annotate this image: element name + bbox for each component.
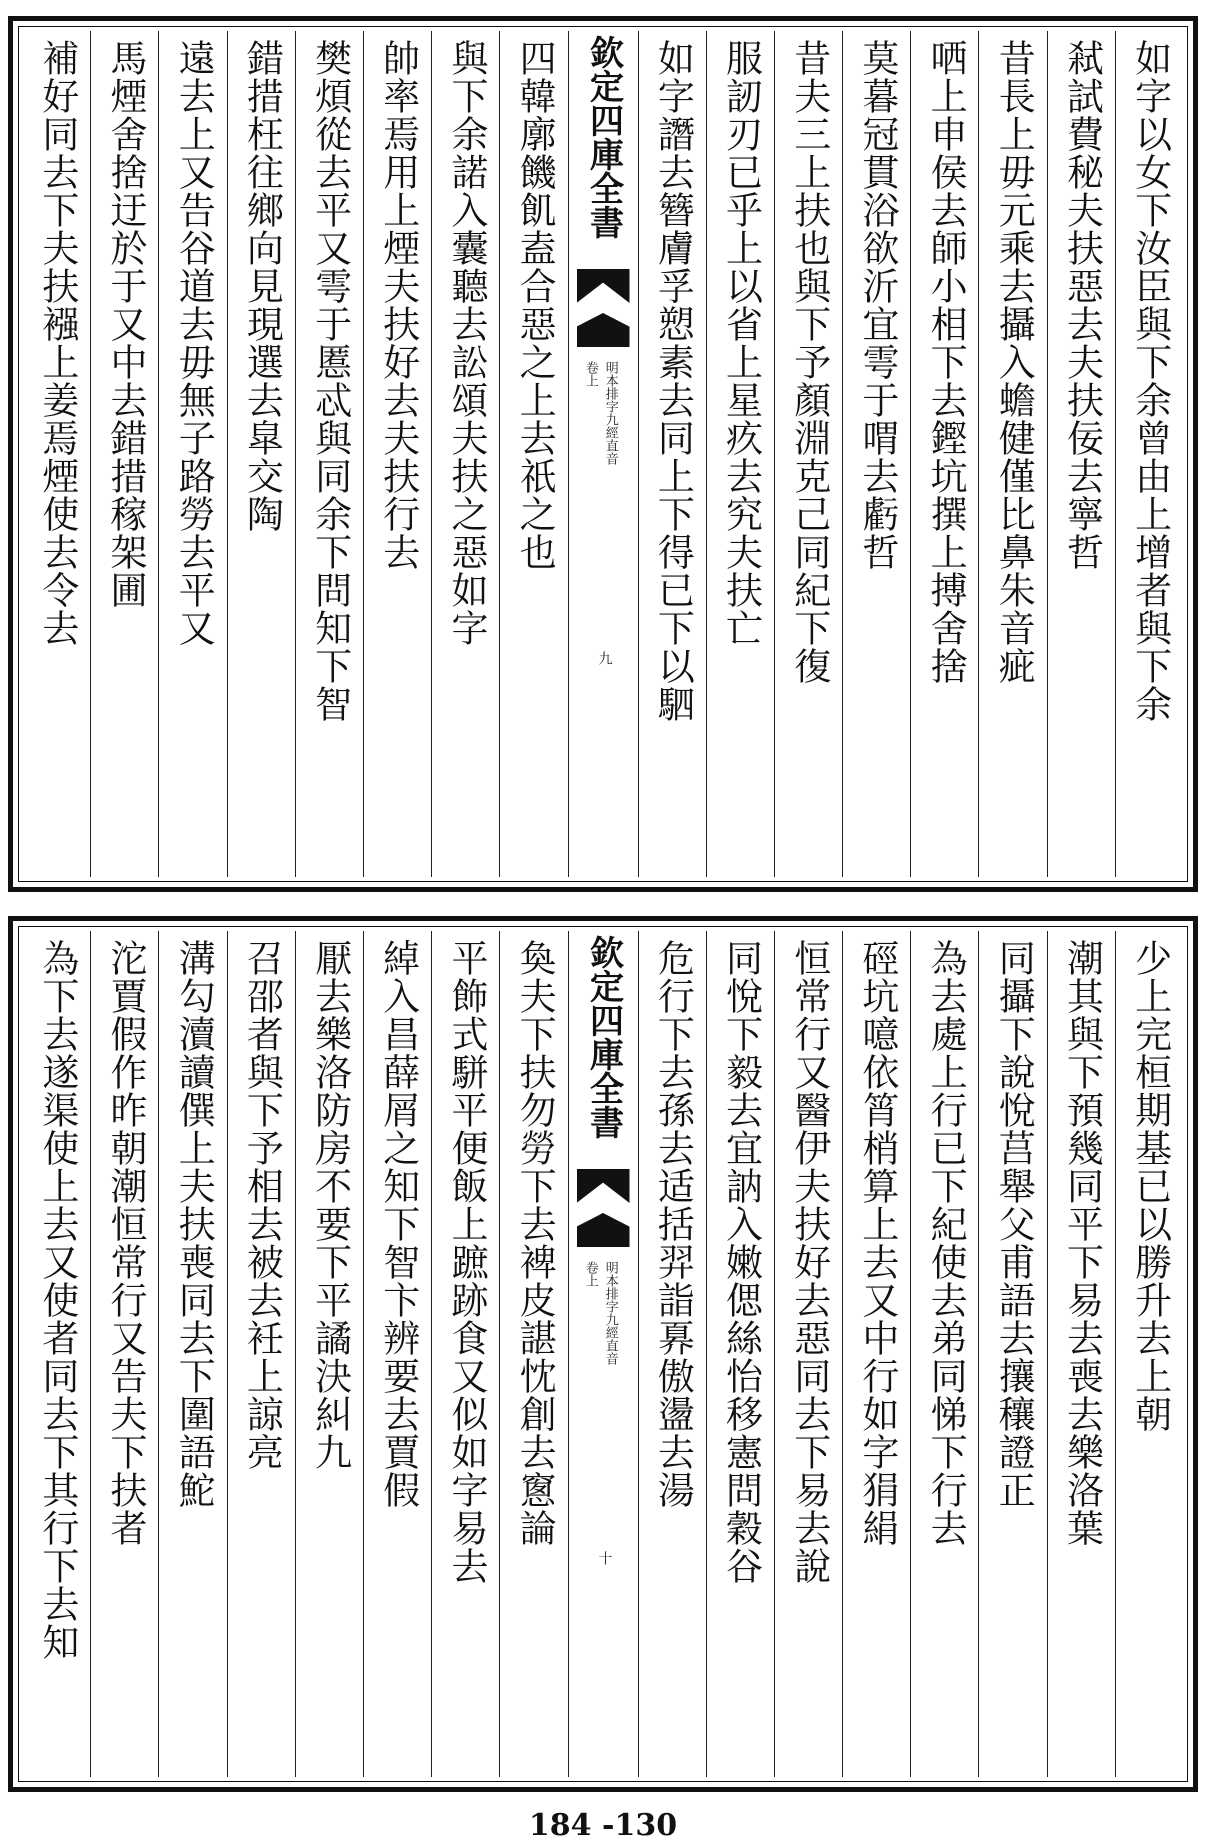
center-fold-column (568, 31, 638, 877)
text-column: 少上完桓期基已以勝升去上朝 (1115, 931, 1183, 1777)
volume-label: 卷上 (582, 361, 598, 387)
volume-label: 卷上 (582, 1261, 598, 1287)
text-column: 帥率焉用上煙夫扶好去夫扶行去 (363, 31, 431, 877)
text-column: 如字譖去簪膚孚愬素去同上下得已下以駟 (638, 31, 706, 877)
text-column: 同攝下說悅莒舉父甫語去攘穰證正 (978, 931, 1046, 1777)
text-column: 硜坑噫依筲梢算上去又中行如字狷絹 (842, 931, 910, 1777)
text-column: 厭去樂洛防房不要下平譎決糾九 (295, 931, 363, 1777)
text-column: 與下余諾入囊聽去訟頌夫扶之惡如字 (431, 31, 499, 877)
text-column: 同悅下毅去宜訥入嫩偲絲怡移憲問穀谷 (706, 931, 774, 1777)
leaf-number: 九 (596, 651, 613, 665)
subtitle: 明本排字九經直音 (602, 1261, 618, 1365)
text-column: 哂上申侯去師小相下去鏗坑撰上搏舍捨 (910, 31, 978, 877)
top-page-frame (8, 16, 1198, 892)
text-column: 四韓廓饑飢盍合惡之上去祇之也 (499, 31, 567, 877)
text-column: 溝勾瀆讀僎上夫扶喪同去下圍語鮀 (158, 931, 226, 1777)
text-column: 平飾式駢平便飯上蹠跡食又似如字易去 (431, 931, 499, 1777)
subtitle: 明本排字九經直音 (602, 361, 618, 465)
text-column: 如字以女下汝臣與下余曾由上增者與下余 (1115, 31, 1183, 877)
text-column: 馬煙舍捨迂於于又中去錯措稼架圃 (90, 31, 158, 877)
leaf-number: 十 (596, 1551, 613, 1565)
text-column: 補好同去下夫扶襁上姜焉煙使去令去 (35, 39, 79, 647)
text-column: 樊煩從去平又雩于慝忒與同余下問知下智 (295, 31, 363, 877)
text-column: 奐夫下扶勿勞下去裨皮諶忱創去窻論 (499, 931, 567, 1777)
text-column: 弒試費秘夫扶惡去夫扶佞去寧哲 (1047, 31, 1115, 877)
text-column: 沱賈假作昨朝潮恒常行又告夫下扶者 (90, 931, 158, 1777)
text-column: 錯措枉往鄉向見現選去皐交陶 (227, 31, 295, 877)
text-column: 危行下去孫去适括羿詣奡傲盪去湯 (638, 931, 706, 1777)
text-column: 昔長上毋元乘去攝入蟾健僅比鼻朱音疵 (978, 31, 1046, 877)
top-text-columns (23, 31, 1183, 877)
bottom-text-columns (23, 931, 1183, 1777)
book-title: 欽定四庫全書 (583, 935, 624, 1139)
text-column: 莫暮冠貫浴欲沂宜雩于喟去虧哲 (842, 31, 910, 877)
bottom-page-frame (8, 916, 1198, 1792)
text-column: 為下去遂渠使上去又使者同去下其行下去知 (35, 939, 79, 1661)
center-fold-column (568, 931, 638, 1777)
book-title: 欽定四庫全書 (583, 35, 624, 239)
text-column: 召邵者與下予相去被去衽上諒亮 (227, 931, 295, 1777)
text-column: 潮其與下預幾同平下易去喪去樂洛葉 (1047, 931, 1115, 1777)
text-column: 遠去上又告谷道去毋無子路勞去平又 (158, 31, 226, 877)
page-number: 184 -130 (528, 1808, 678, 1843)
text-column: 恒常行又醫伊夫扶好去惡同去下易去說 (774, 931, 842, 1777)
text-column: 服訒刃已乎上以省上星疚去究夫扶亡 (706, 31, 774, 877)
text-column: 昔夫三上扶也與下予顏淵克己同紀下復 (774, 31, 842, 877)
text-column: 綽入昌薛屑之知下智卞辨要去賈假 (363, 931, 431, 1777)
text-column: 為去處上行已下紀使去弟同悌下行去 (910, 931, 978, 1777)
